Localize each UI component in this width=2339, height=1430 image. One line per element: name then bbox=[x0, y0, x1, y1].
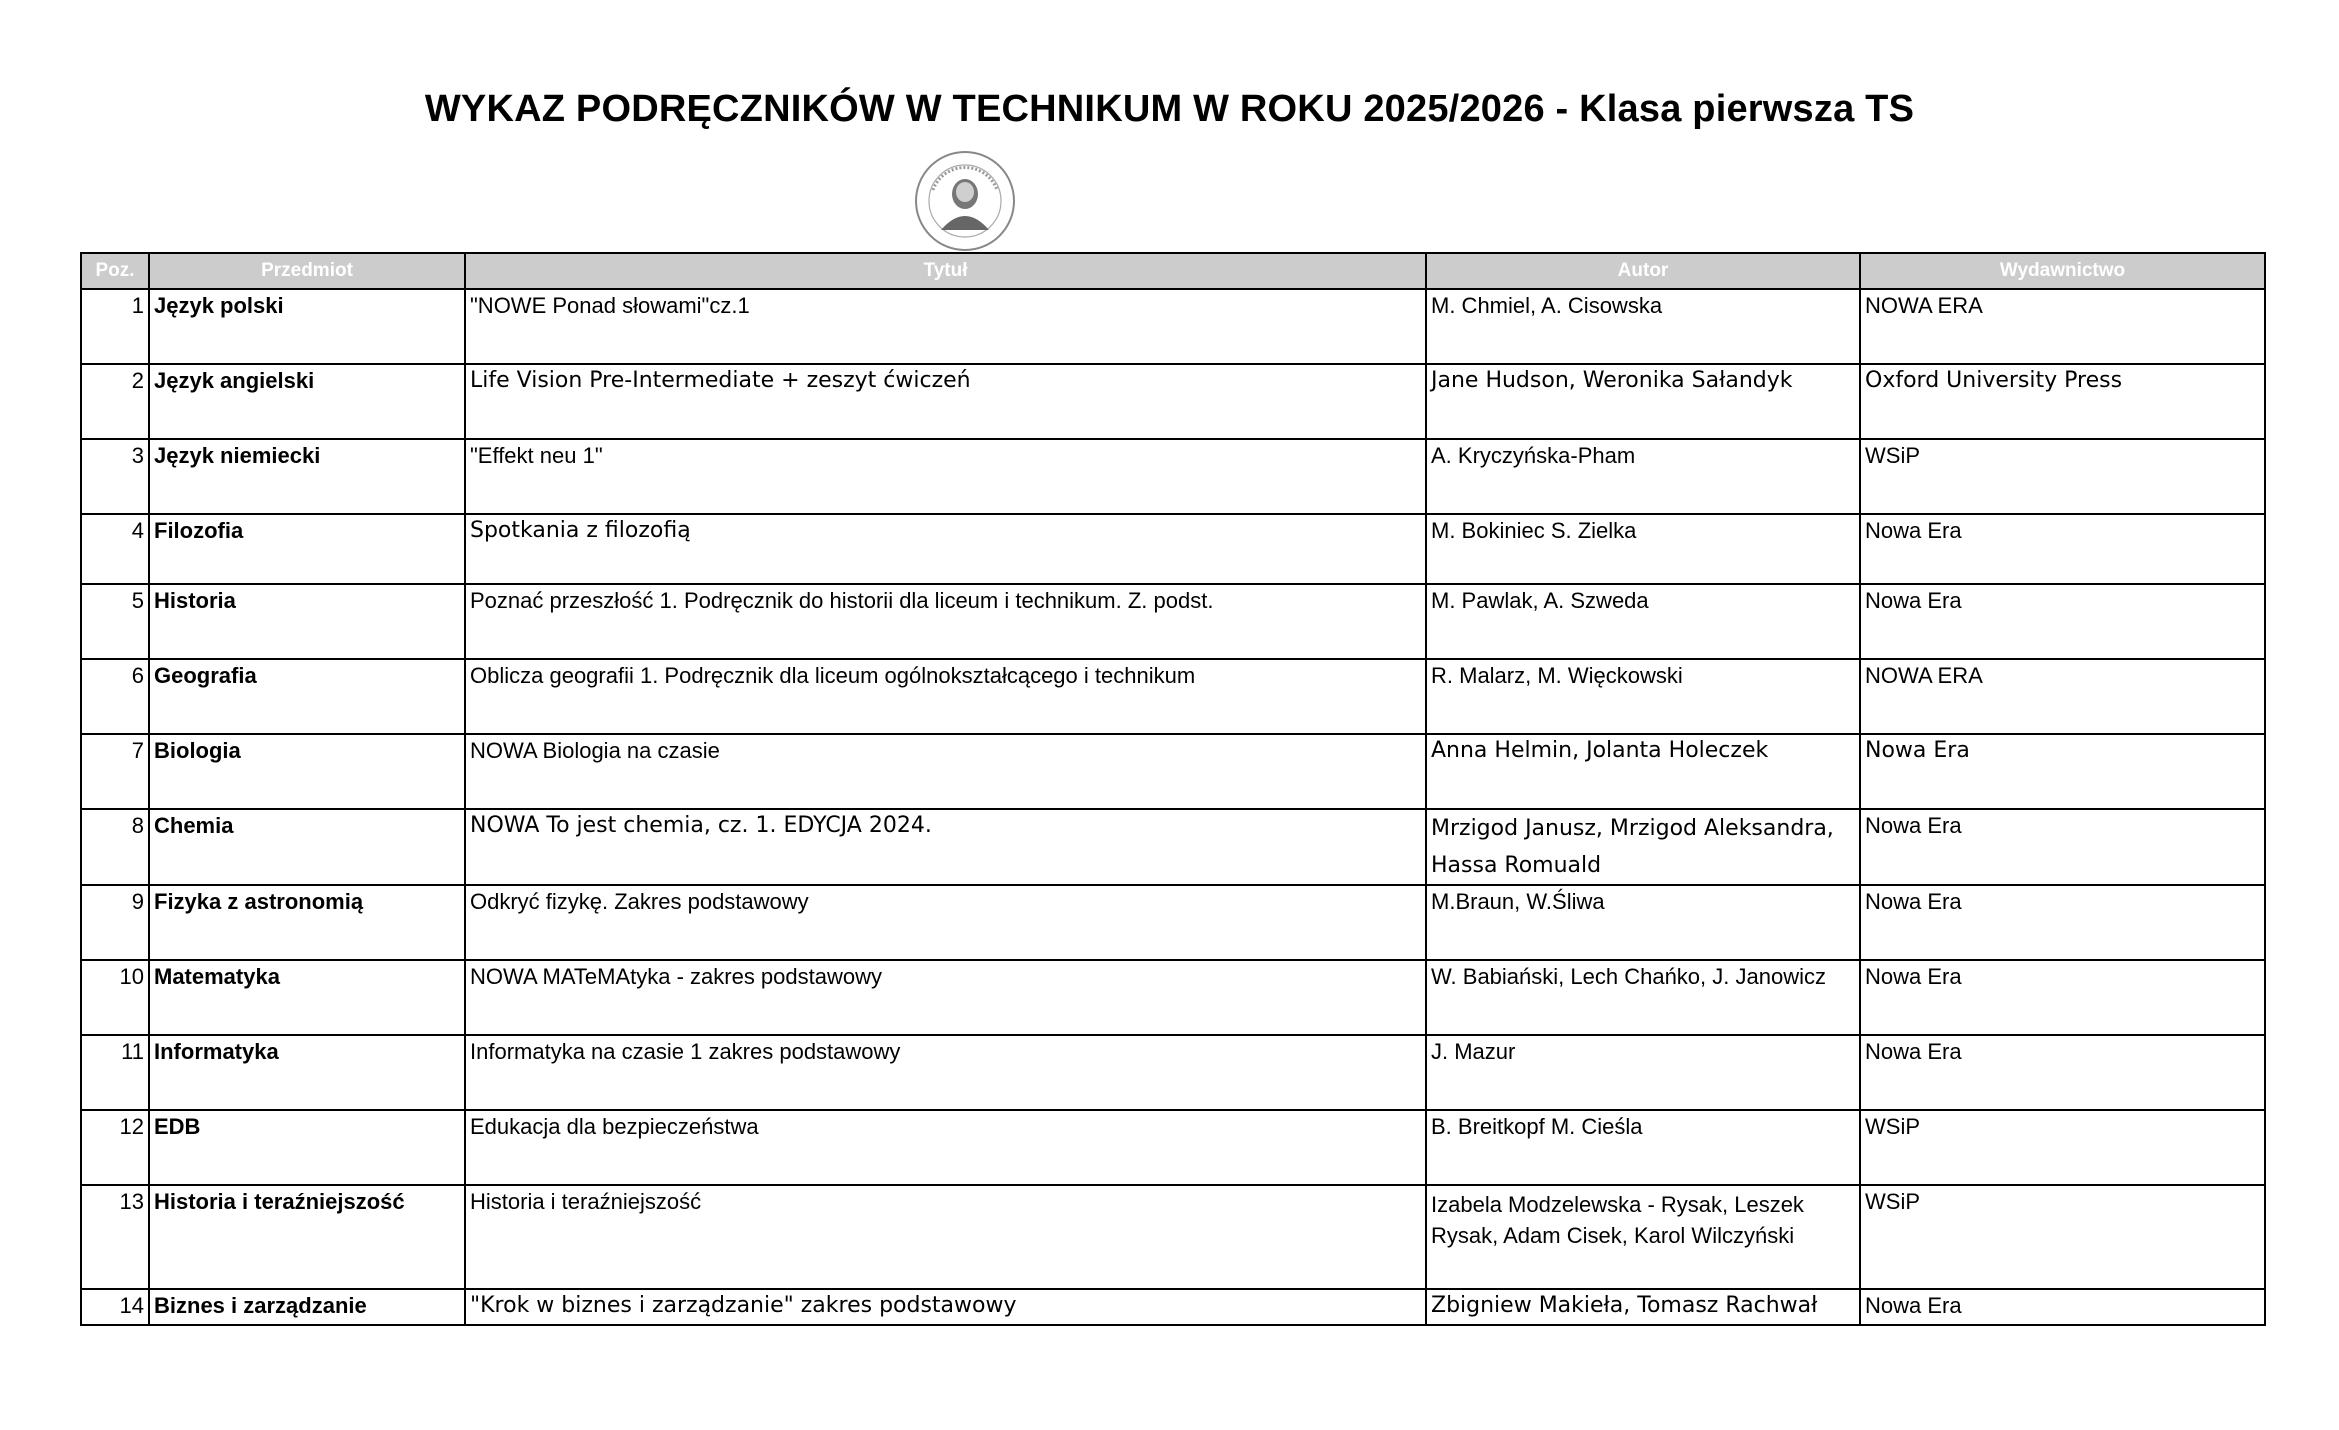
row-autor: Anna Helmin, Jolanta Holeczek bbox=[1426, 734, 1860, 809]
row-autor: B. Breitkopf M. Cieśla bbox=[1426, 1110, 1860, 1185]
table-row bbox=[81, 364, 2265, 439]
row-tytul: Poznać przeszłość 1. Podręcznik do historii dla liceum i technikum. Z. podst. bbox=[465, 584, 1426, 659]
row-tytul: "Effekt neu 1" bbox=[465, 439, 1426, 514]
row-przedmiot: EDB bbox=[149, 1110, 465, 1185]
table-row bbox=[81, 659, 2265, 734]
row-przedmiot: Historia i teraźniejszość bbox=[149, 1185, 465, 1289]
school-seal-logo bbox=[913, 150, 1017, 252]
row-przedmiot: Biologia bbox=[149, 734, 465, 809]
row-przedmiot: Język polski bbox=[149, 289, 465, 364]
table-row bbox=[81, 514, 2265, 584]
row-przedmiot: Historia bbox=[149, 584, 465, 659]
table-row bbox=[81, 809, 2265, 885]
row-przedmiot: Informatyka bbox=[149, 1035, 465, 1110]
row-autor: M. Bokiniec S. Zielka bbox=[1426, 514, 1860, 584]
row-autor: Mrzigod Janusz, Mrzigod Aleksandra, Hassa Romuald bbox=[1426, 809, 1860, 885]
row-poz: 14 bbox=[81, 1289, 149, 1325]
row-poz: 2 bbox=[81, 364, 149, 439]
row-autor: J. Mazur bbox=[1426, 1035, 1860, 1110]
row-poz: 5 bbox=[81, 584, 149, 659]
row-poz: 1 bbox=[81, 289, 149, 364]
table-row bbox=[81, 584, 2265, 659]
row-autor: A. Kryczyńska-Pham bbox=[1426, 439, 1860, 514]
table-row bbox=[81, 289, 2265, 364]
row-wydawnictwo: Nowa Era bbox=[1860, 584, 2265, 659]
row-przedmiot: Język angielski bbox=[149, 364, 465, 439]
row-poz: 8 bbox=[81, 809, 149, 885]
row-tytul: Oblicza geografii 1. Podręcznik dla liceum ogólnokształcącego i technikum bbox=[465, 659, 1426, 734]
table-row bbox=[81, 885, 2265, 960]
row-poz: 3 bbox=[81, 439, 149, 514]
row-przedmiot: Fizyka z astronomią bbox=[149, 885, 465, 960]
row-przedmiot: Język niemiecki bbox=[149, 439, 465, 514]
row-tytul: NOWA To jest chemia, cz. 1. EDYCJA 2024. bbox=[465, 809, 1426, 885]
row-wydawnictwo: WSiP bbox=[1860, 1110, 2265, 1185]
row-wydawnictwo: Nowa Era bbox=[1860, 960, 2265, 1035]
row-przedmiot: Filozofia bbox=[149, 514, 465, 584]
row-autor: M. Chmiel, A. Cisowska bbox=[1426, 289, 1860, 364]
row-wydawnictwo: Nowa Era bbox=[1860, 1035, 2265, 1110]
table-row bbox=[81, 1035, 2265, 1110]
row-tytul: NOWA MATeMAtyka - zakres podstawowy bbox=[465, 960, 1426, 1035]
row-przedmiot: Biznes i zarządzanie bbox=[149, 1289, 465, 1325]
row-poz: 7 bbox=[81, 734, 149, 809]
row-wydawnictwo: Nowa Era bbox=[1860, 885, 2265, 960]
row-poz: 11 bbox=[81, 1035, 149, 1110]
row-autor: W. Babiański, Lech Chańko, J. Janowicz bbox=[1426, 960, 1860, 1035]
row-przedmiot: Geografia bbox=[149, 659, 465, 734]
row-wydawnictwo: NOWA ERA bbox=[1860, 659, 2265, 734]
header-poz: Poz. bbox=[81, 253, 149, 289]
table-row bbox=[81, 960, 2265, 1035]
row-wydawnictwo: Nowa Era bbox=[1860, 1289, 2265, 1325]
table-row bbox=[81, 1110, 2265, 1185]
row-tytul: Edukacja dla bezpieczeństwa bbox=[465, 1110, 1426, 1185]
header-wydawnictwo: Wydawnictwo bbox=[1860, 253, 2265, 289]
row-poz: 6 bbox=[81, 659, 149, 734]
row-wydawnictwo: Nowa Era bbox=[1860, 809, 2265, 885]
row-tytul: Spotkania z filozofią bbox=[465, 514, 1426, 584]
header-przedmiot: Przedmiot bbox=[149, 253, 465, 289]
row-wydawnictwo: WSiP bbox=[1860, 1185, 2265, 1289]
row-wydawnictwo: NOWA ERA bbox=[1860, 289, 2265, 364]
row-wydawnictwo: Nowa Era bbox=[1860, 514, 2265, 584]
row-poz: 12 bbox=[81, 1110, 149, 1185]
table-row bbox=[81, 1289, 2265, 1325]
row-poz: 13 bbox=[81, 1185, 149, 1289]
row-wydawnictwo: Nowa Era bbox=[1860, 734, 2265, 809]
row-poz: 4 bbox=[81, 514, 149, 584]
row-przedmiot: Chemia bbox=[149, 809, 465, 885]
row-tytul: "Krok w biznes i zarządzanie" zakres podstawowy bbox=[465, 1289, 1426, 1325]
row-tytul: Odkryć fizykę. Zakres podstawowy bbox=[465, 885, 1426, 960]
row-autor: M.Braun, W.Śliwa bbox=[1426, 885, 1860, 960]
row-tytul: Informatyka na czasie 1 zakres podstawowy bbox=[465, 1035, 1426, 1110]
row-wydawnictwo: WSiP bbox=[1860, 439, 2265, 514]
row-autor: R. Malarz, M. Więckowski bbox=[1426, 659, 1860, 734]
row-autor: M. Pawlak, A. Szweda bbox=[1426, 584, 1860, 659]
row-tytul: NOWA Biologia na czasie bbox=[465, 734, 1426, 809]
row-poz: 10 bbox=[81, 960, 149, 1035]
row-autor: Izabela Modzelewska - Rysak, Leszek Rysak, Adam Cisek, Karol Wilczyński bbox=[1426, 1185, 1860, 1289]
page-title: WYKAZ PODRĘCZNIKÓW W TECHNIKUM W ROKU 2025/2026 - Klasa pierwsza TS bbox=[424, 88, 1915, 130]
header-autor: Autor bbox=[1426, 253, 1860, 289]
row-tytul: Life Vision Pre-Intermediate + zeszyt ćwiczeń bbox=[465, 364, 1426, 439]
header-tytul: Tytuł bbox=[465, 253, 1426, 289]
row-autor: Zbigniew Makieła, Tomasz Rachwał bbox=[1426, 1289, 1860, 1325]
row-przedmiot: Matematyka bbox=[149, 960, 465, 1035]
row-tytul: Historia i teraźniejszość bbox=[465, 1185, 1426, 1289]
table-row bbox=[81, 439, 2265, 514]
row-autor: Jane Hudson, Weronika Sałandyk bbox=[1426, 364, 1860, 439]
table-row bbox=[81, 1185, 2265, 1289]
row-wydawnictwo: Oxford University Press bbox=[1860, 364, 2265, 439]
row-poz: 9 bbox=[81, 885, 149, 960]
textbook-table bbox=[80, 252, 2266, 1326]
table-row bbox=[81, 734, 2265, 809]
row-tytul: "NOWE Ponad słowami"cz.1 bbox=[465, 289, 1426, 364]
table-header-row bbox=[81, 253, 2265, 289]
